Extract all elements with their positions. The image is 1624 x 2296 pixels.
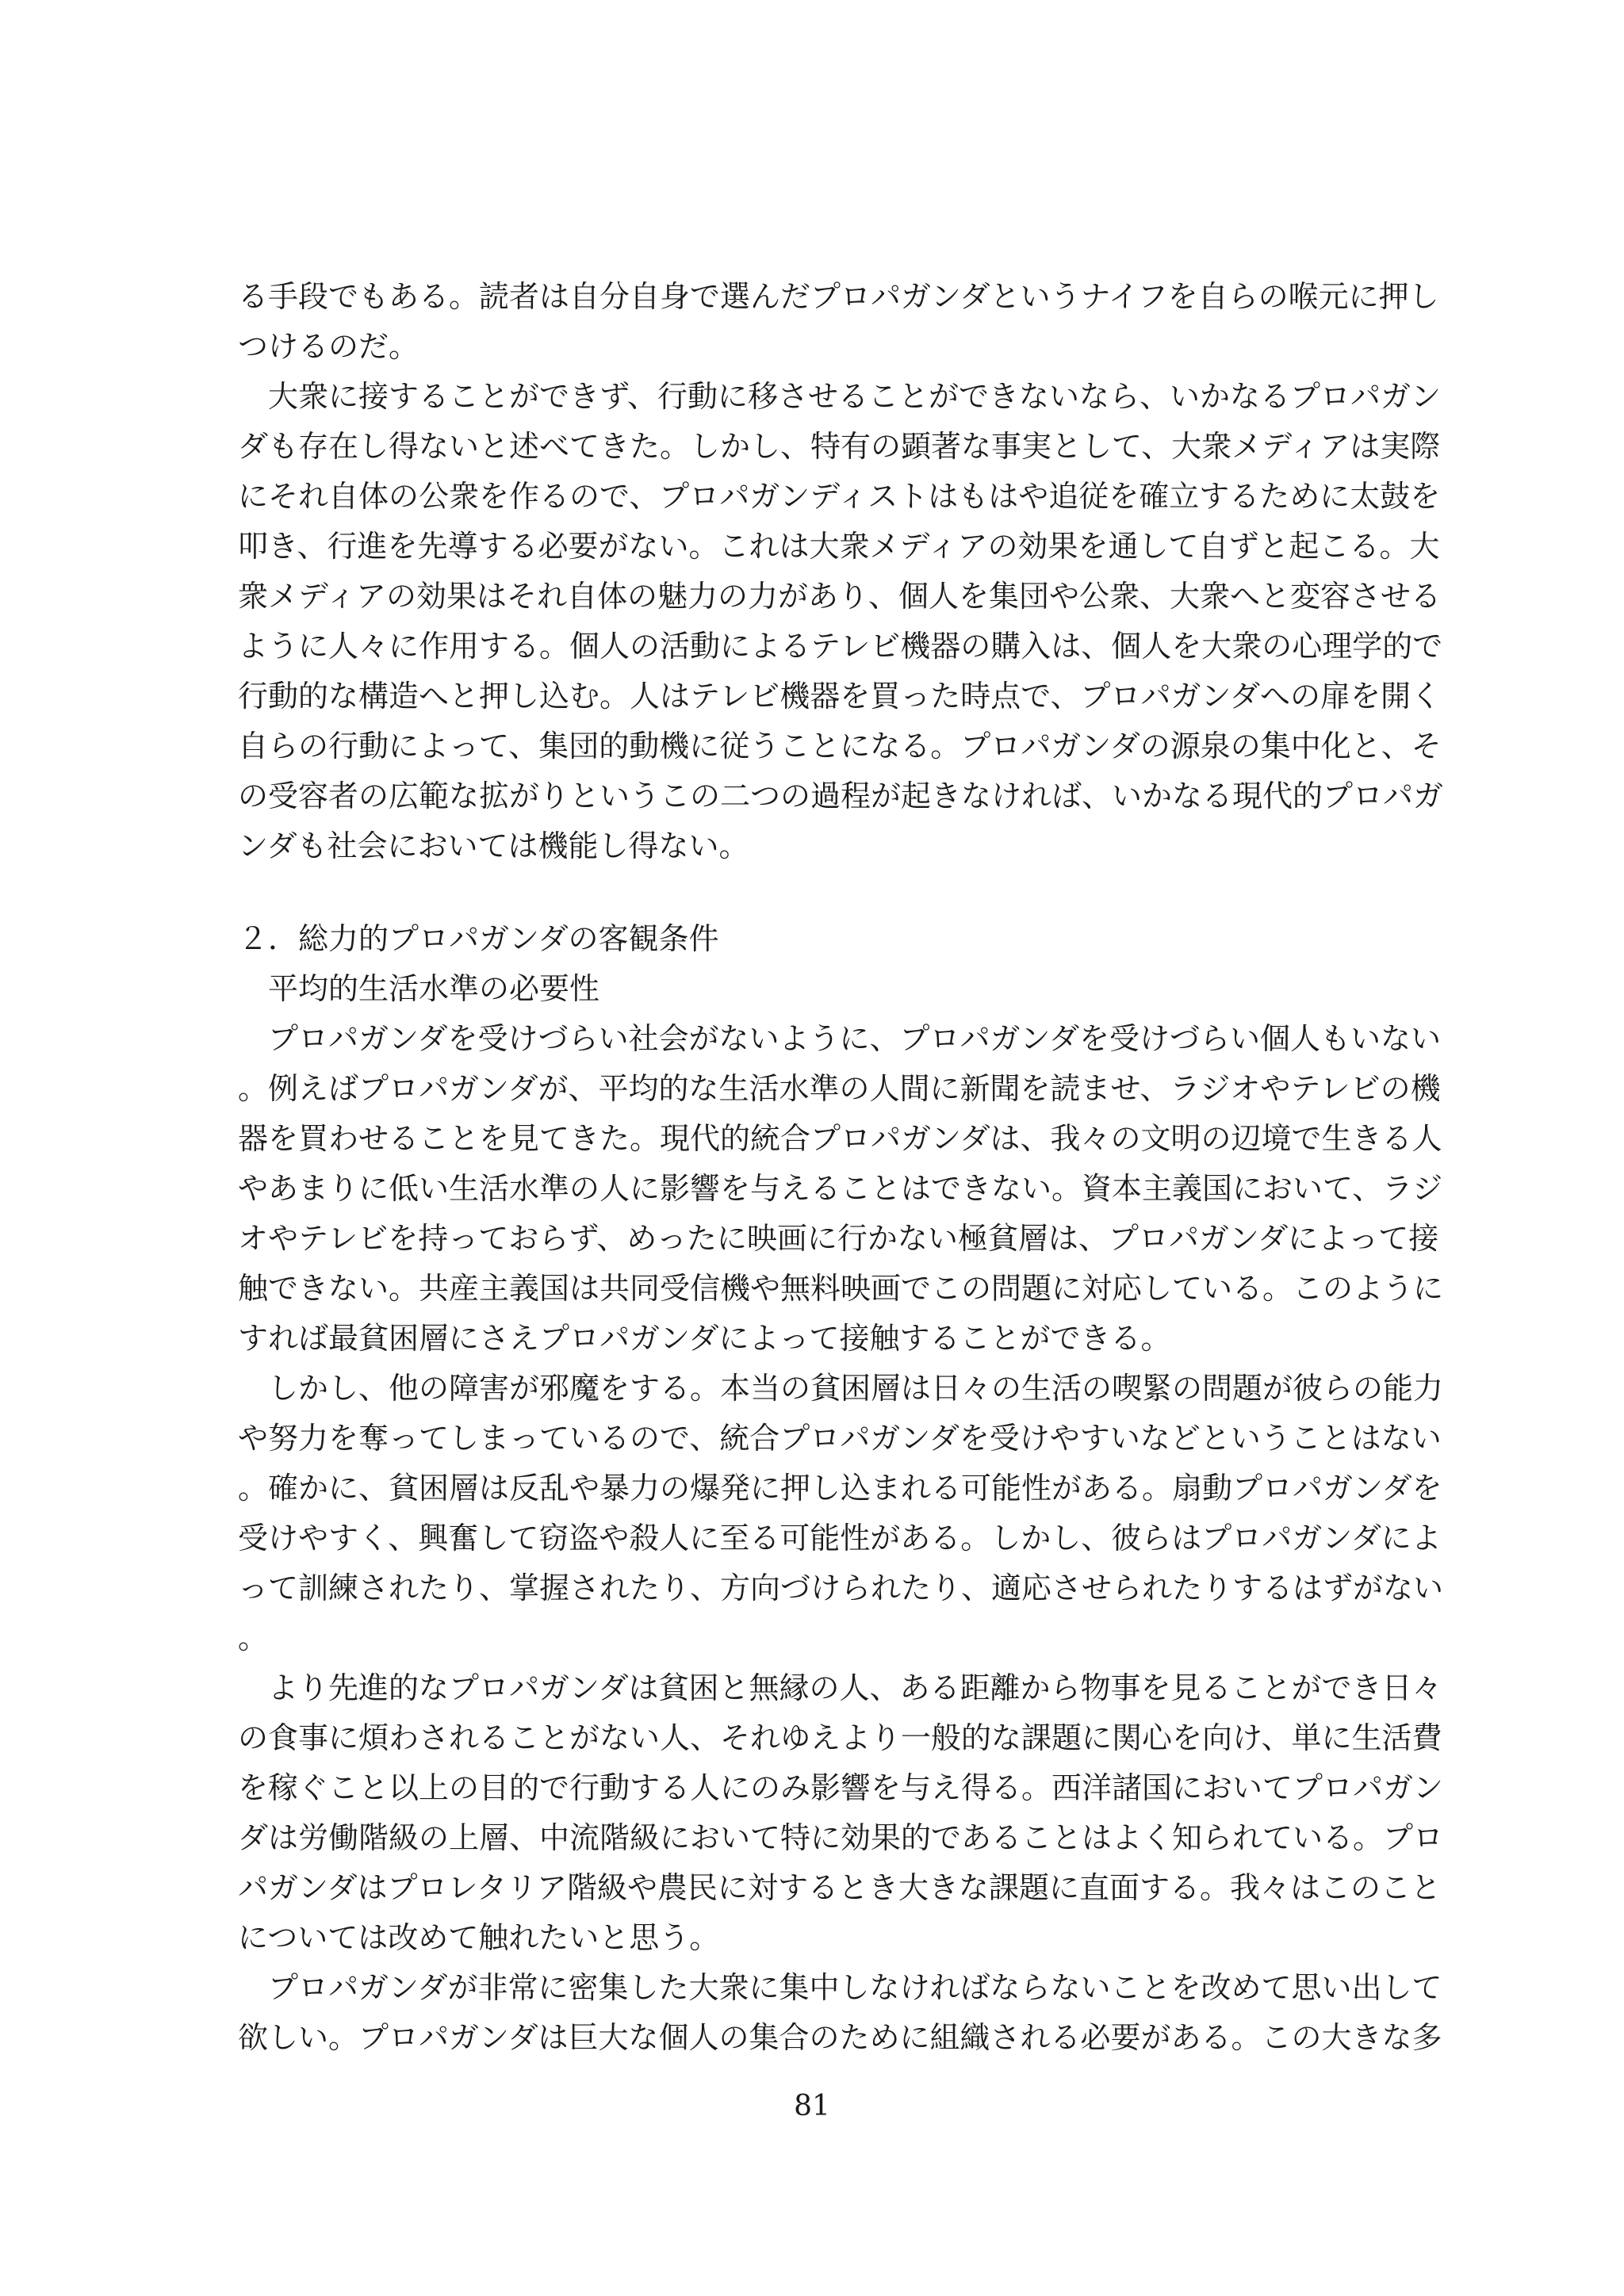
paragraph-start: 大衆に接することができず、行動に移させることができないなら、いかなるプロパガン [268,379,1441,414]
text-line: ンダも社会においては機能し得ない。 [238,828,749,863]
page-number: 81 [794,2090,830,2122]
text-line: を稼ぐこと以上の目的で行動する人にのみ影響を与え得る。西洋諸国においてプロパガン [238,1770,1444,1805]
paragraph-start: しかし、他の障害が邪魔をする。本当の貧困層は日々の生活の喫緊の問題が彼らの能力 [268,1371,1444,1406]
text-line: すれば最貧困層にさえプロパガンダによって接触することができる。 [238,1321,1171,1356]
text-line: つけるのだ。 [238,329,419,364]
paragraph-start: プロパガンダを受けづらい社会がないように、プロパガンダを受けづらい個人もいない [268,1021,1441,1056]
text-line: については改めて触れたいと思う。 [238,1920,720,1955]
text-line: やあまりに低い生活水準の人に影響を与えることはできない。資本主義国において、ラジ [238,1171,1443,1206]
text-line: の食事に煩わされることがない人、それゆえより一般的な課題に関心を向け、単に生活費 [238,1720,1442,1755]
text-line: 自らの行動によって、集団的動機に従うことになる。プロパガンダの源泉の集中化と、そ [238,729,1442,763]
document-page [238,0,1444,2296]
subsection-heading: 平均的生活水準の必要性 [268,971,600,1006]
text-line: 叩き、行進を先導する必要がない。これは大衆メディアの効果を通して自ずと起こる。大 [238,529,1440,564]
text-line: って訓練されたり、掌握されたり、方向づけられたり、適応させられたりするはずがない [238,1571,1444,1605]
text-line: にそれ自体の公衆を作るので、プロパガンディストはもはや追従を確立するために太鼓を [238,479,1441,514]
text-line: 。例えばプロパガンダが、平均的な生活水準の人間に新聞を読ませ、ラジオやテレビの機 [238,1071,1441,1106]
text-line: パガンダはプロレタリア階級や農民に対するとき大きな課題に直面する。我々はこのこと [238,1870,1441,1905]
text-line: 。 [238,1621,269,1655]
section-heading: ２．総力的プロパガンダの客観条件 [238,921,719,956]
text-line: ダは労働階級の上層、中流階級において特に効果的であることはよく知られている。プロ [238,1820,1444,1855]
text-line: 欲しい。プロパガンダは巨大な個人の集合のために組織される必要がある。この大きな多 [238,2020,1442,2055]
text-line: る手段でもある。読者は自分自身で選んだプロパガンダというナイフを自らの喉元に押し [238,279,1439,314]
paragraph-start: プロパガンダが非常に密集した大衆に集中しなければならないことを改めて思い出して [268,1970,1442,2005]
text-line: 。確かに、貧困層は反乱や暴力の爆発に押し込まれる可能性がある。扇動プロパガンダを [238,1471,1442,1506]
text-line: ダも存在し得ないと述べてきた。しかし、特有の顕著な事実として、大衆メディアは実際 [238,429,1441,464]
text-line: や努力を奪ってしまっているので、統合プロパガンダを受けやすいなどということはない [238,1421,1442,1456]
text-line: 衆メディアの効果はそれ自体の魅力の力があり、個人を集団や公衆、大衆へと変容させる [238,579,1441,614]
text-line: オやテレビを持っておらず、めったに映画に行かない極貧層は、プロパガンダによって接 [238,1221,1439,1256]
paragraph-start: より先進的なプロパガンダは貧困と無縁の人、ある距離から物事を見ることができ日々 [268,1670,1442,1705]
text-line: 受けやすく、興奮して窃盗や殺人に至る可能性がある。しかし、彼らはプロパガンダによ [238,1521,1442,1556]
text-line: 触できない。共産主義国は共同受信機や無料映画でこの問題に対応している。このように [238,1271,1444,1306]
text-line: 行動的な構造へと押し込む。人はテレビ機器を買った時点で、プロパガンダへの扉を開く [238,679,1441,714]
text-line: ように人々に作用する。個人の活動によるテレビ機器の購入は、個人を大衆の心理学的で [238,629,1443,664]
text-line: 器を買わせることを見てきた。現代的統合プロパガンダは、我々の文明の辺境で生きる人 [238,1121,1442,1156]
text-line: の受容者の広範な拡がりというこの二つの過程が起きなければ、いかなる現代的プロパガ [238,779,1444,813]
